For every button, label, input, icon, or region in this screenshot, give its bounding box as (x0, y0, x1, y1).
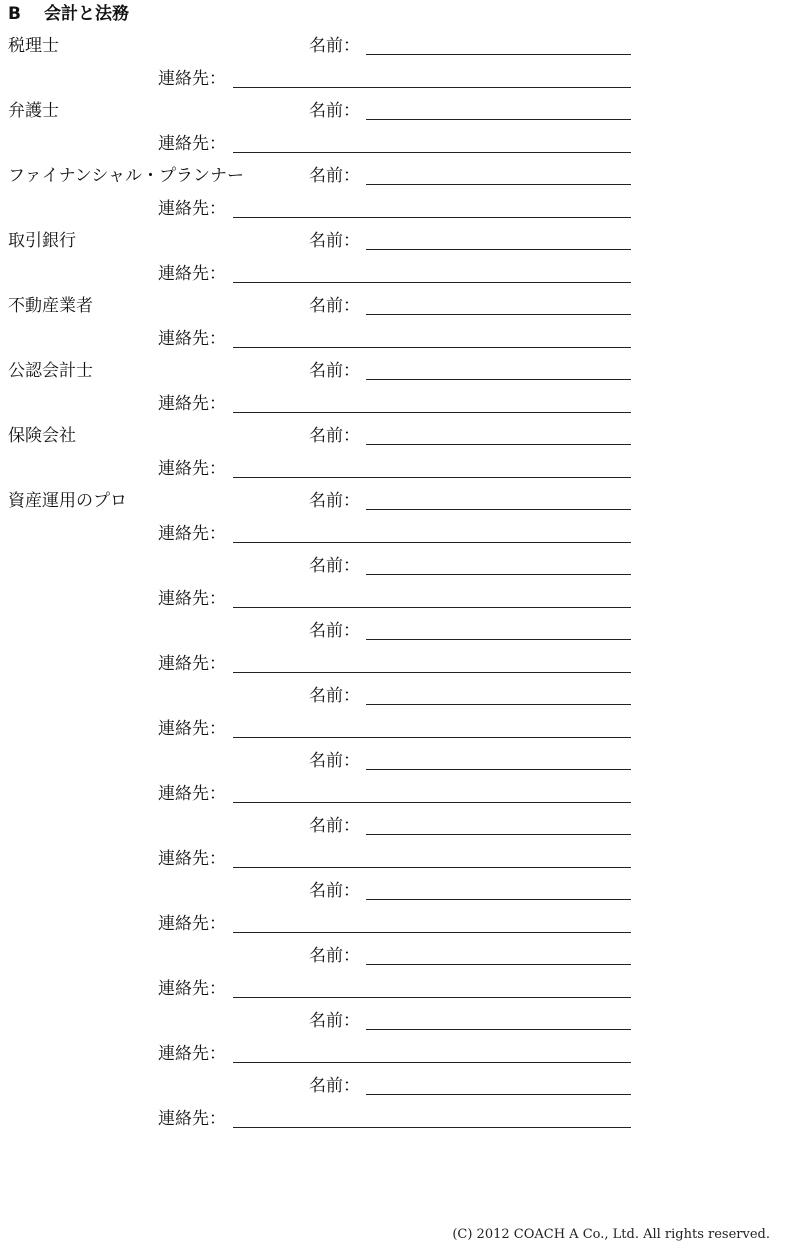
contact-label: 連絡先： (158, 1109, 226, 1129)
name-label: 名前： (309, 621, 360, 641)
entry-contact-row (0, 588, 800, 612)
contact-field[interactable] (233, 848, 631, 868)
name-field[interactable] (366, 815, 631, 835)
contact-field[interactable] (233, 393, 631, 413)
entry-category-label: 保険会社 (8, 426, 76, 446)
entry-category-label: 公認会計士 (8, 361, 93, 381)
name-label: 名前： (309, 101, 360, 121)
entry-contact-row (0, 133, 800, 157)
entry-name-row (0, 360, 800, 384)
name-field[interactable] (366, 945, 631, 965)
contact-label: 連絡先： (158, 134, 226, 154)
entry-name-row (0, 35, 800, 59)
contact-label: 連絡先： (158, 199, 226, 219)
entry-name-row (0, 165, 800, 189)
contact-field[interactable] (233, 133, 631, 153)
name-field[interactable] (366, 880, 631, 900)
name-label: 名前： (309, 231, 360, 251)
contact-field[interactable] (233, 653, 631, 673)
entry-category-label: 取引銀行 (8, 231, 76, 251)
name-label: 名前： (309, 296, 360, 316)
name-label: 名前： (309, 946, 360, 966)
entry-contact-row (0, 198, 800, 222)
name-label: 名前： (309, 556, 360, 576)
contact-field[interactable] (233, 198, 631, 218)
entry-name-row (0, 750, 800, 774)
name-field[interactable] (366, 35, 631, 55)
contact-label: 連絡先： (158, 654, 226, 674)
name-field[interactable] (366, 490, 631, 510)
entry-name-row (0, 425, 800, 449)
entry-contact-row (0, 1108, 800, 1132)
name-label: 名前： (309, 1011, 360, 1031)
contact-label: 連絡先： (158, 719, 226, 739)
contact-label: 連絡先： (158, 524, 226, 544)
entry-contact-row (0, 783, 800, 807)
entry-name-row (0, 685, 800, 709)
name-label: 名前： (309, 686, 360, 706)
entry-category-label: 税理士 (8, 36, 59, 56)
contact-field[interactable] (233, 68, 631, 88)
entry-contact-row (0, 263, 800, 287)
contact-label: 連絡先： (158, 459, 226, 479)
entry-category-label: 弁護士 (8, 101, 59, 121)
entry-name-row (0, 230, 800, 254)
entry-contact-row (0, 718, 800, 742)
name-label: 名前： (309, 426, 360, 446)
name-field[interactable] (366, 360, 631, 380)
entry-contact-row (0, 913, 800, 937)
contact-field[interactable] (233, 523, 631, 543)
contact-field[interactable] (233, 978, 631, 998)
name-field[interactable] (366, 230, 631, 250)
entry-contact-row (0, 653, 800, 677)
contact-label: 連絡先： (158, 849, 226, 869)
name-label: 名前： (309, 361, 360, 381)
name-field[interactable] (366, 425, 631, 445)
contact-label: 連絡先： (158, 264, 226, 284)
contact-label: 連絡先： (158, 914, 226, 934)
section-title: 会計と法務 (44, 4, 129, 24)
entry-contact-row (0, 68, 800, 92)
name-field[interactable] (366, 295, 631, 315)
name-label: 名前： (309, 491, 360, 511)
entry-contact-row (0, 848, 800, 872)
contact-label: 連絡先： (158, 1044, 226, 1064)
copyright-notice: (C) 2012 COACH A Co., Ltd. All rights reserved. (452, 1227, 770, 1242)
contact-field[interactable] (233, 783, 631, 803)
name-field[interactable] (366, 1075, 631, 1095)
entry-name-row (0, 295, 800, 319)
entry-contact-row (0, 523, 800, 547)
name-field[interactable] (366, 1010, 631, 1030)
name-label: 名前： (309, 166, 360, 186)
name-field[interactable] (366, 165, 631, 185)
entry-name-row (0, 490, 800, 514)
entry-category-label: ファイナンシャル・プランナー (8, 166, 245, 186)
entry-name-row (0, 945, 800, 969)
contact-field[interactable] (233, 1043, 631, 1063)
section-letter: B (8, 4, 21, 24)
name-label: 名前： (309, 816, 360, 836)
entry-name-row (0, 815, 800, 839)
name-field[interactable] (366, 750, 631, 770)
contact-label: 連絡先： (158, 329, 226, 349)
entry-category-label: 資産運用のプロ (8, 491, 127, 511)
name-field[interactable] (366, 685, 631, 705)
contact-label: 連絡先： (158, 979, 226, 999)
contact-field[interactable] (233, 718, 631, 738)
name-field[interactable] (366, 555, 631, 575)
name-label: 名前： (309, 1076, 360, 1096)
contact-label: 連絡先： (158, 784, 226, 804)
contact-field[interactable] (233, 328, 631, 348)
entry-contact-row (0, 458, 800, 482)
contact-field[interactable] (233, 263, 631, 283)
entry-contact-row (0, 1043, 800, 1067)
contact-field[interactable] (233, 458, 631, 478)
contact-field[interactable] (233, 588, 631, 608)
entry-contact-row (0, 328, 800, 352)
contact-label: 連絡先： (158, 394, 226, 414)
entry-contact-row (0, 978, 800, 1002)
contact-label: 連絡先： (158, 69, 226, 89)
entry-contact-row (0, 393, 800, 417)
contact-field[interactable] (233, 1108, 631, 1128)
entry-name-row (0, 100, 800, 124)
entry-category-label: 不動産業者 (8, 296, 93, 316)
contact-label: 連絡先： (158, 589, 226, 609)
entry-name-row (0, 1010, 800, 1034)
name-field[interactable] (366, 620, 631, 640)
contact-field[interactable] (233, 913, 631, 933)
entry-name-row (0, 555, 800, 579)
entry-name-row (0, 1075, 800, 1099)
name-label: 名前： (309, 36, 360, 56)
name-field[interactable] (366, 100, 631, 120)
entry-name-row (0, 880, 800, 904)
name-label: 名前： (309, 881, 360, 901)
entry-name-row (0, 620, 800, 644)
name-label: 名前： (309, 751, 360, 771)
